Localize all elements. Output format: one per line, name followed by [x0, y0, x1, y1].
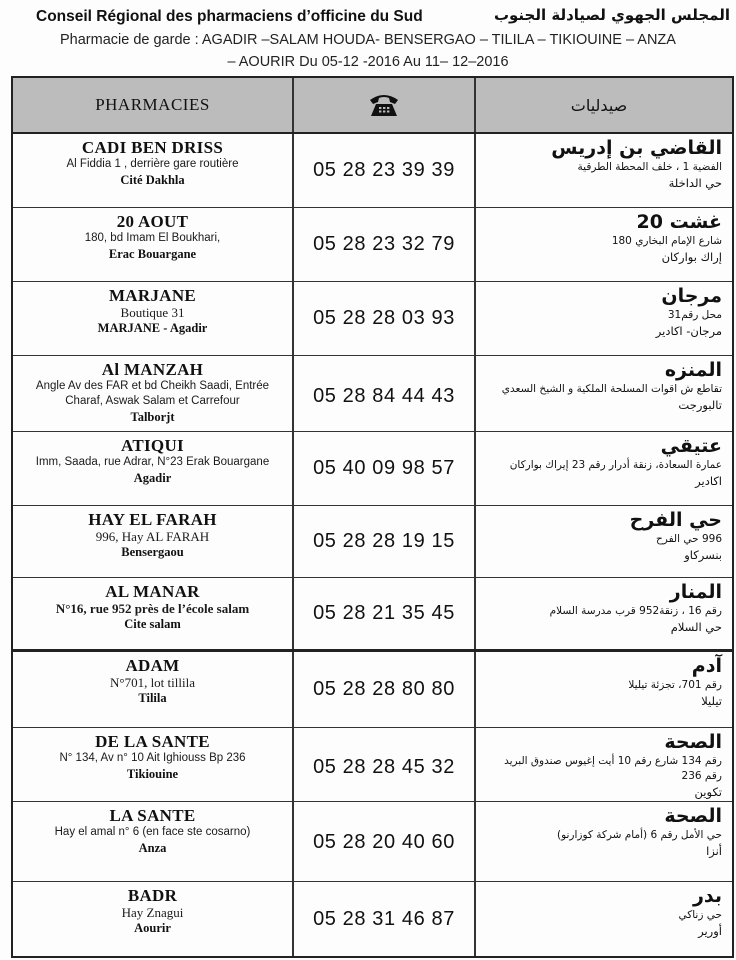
- pharmacy-phone-cell: [294, 282, 476, 355]
- table-row: [13, 652, 732, 728]
- table-row: [13, 578, 732, 652]
- pharmacy-address-ar: رقم 236: [681, 770, 722, 782]
- column-header-phone: [294, 78, 476, 132]
- pharmacy-address: Boutique 31: [120, 305, 185, 320]
- pharmacy-district-ar: أنزا: [706, 844, 722, 858]
- table-row: [13, 356, 732, 432]
- pharmacy-address: Charaf, Aswak Salam et Carrefour: [65, 395, 240, 407]
- pharmacy-address-ar: عمارة السعادة، زنقة أدرار رقم 23 إيراك بواركان: [509, 459, 722, 471]
- pharmacy-info-fr: [13, 356, 294, 431]
- pharmacy-name-ar: عتيقي: [660, 435, 722, 457]
- pharmacy-district-ar: حي السلام: [670, 620, 722, 634]
- pharmacy-district-ar: تالبورجت: [678, 398, 722, 412]
- pharmacy-phone-cell: [294, 802, 476, 881]
- pharmacy-info-fr: [13, 134, 294, 207]
- pharmacy-info-fr: [13, 652, 294, 727]
- pharmacy-district-ar: تيليلا: [701, 694, 722, 708]
- table-row: [13, 728, 732, 802]
- pharmacy-district-ar: أورير: [698, 924, 722, 938]
- pharmacy-district: Agadir: [133, 471, 172, 485]
- pharmacy-phone: 05 28 84 44 43: [313, 385, 455, 407]
- pharmacy-name-ar: القاضي بن إدريس: [551, 137, 722, 159]
- pharmacy-district-ar: اكادير: [695, 474, 722, 488]
- header: [0, 6, 736, 30]
- pharmacy-phone-cell: [294, 882, 476, 956]
- pharmacy-district-ar: حي الداخلة: [668, 176, 722, 190]
- pharmacy-name: Al MANZAH: [101, 360, 204, 379]
- pharmacy-name: LA SANTE: [109, 806, 196, 825]
- pharmacy-district: Talborjt: [130, 410, 175, 424]
- council-title-fr: Conseil Régional des pharmaciens d’officine du Sud: [36, 8, 423, 25]
- pharmacy-phone-cell: [294, 208, 476, 281]
- pharmacy-address-ar: الفضية 1 ، خلف المحطة الطرقية: [577, 161, 722, 173]
- pharmacy-name-ar: مرجان: [661, 285, 722, 307]
- pharmacy-info-ar: [476, 208, 732, 281]
- duty-pharmacy-line: Pharmacie de garde : AGADIR –SALAM HOUDA- BENSERGAO – TILILA – TIKIOUINE – ANZA: [60, 32, 676, 48]
- pharmacy-name: HAY EL FARAH: [88, 510, 217, 529]
- pharmacy-info-ar: [476, 652, 732, 727]
- pharmacy-district: Bensergaou: [121, 545, 184, 559]
- pharmacy-info-ar: [476, 802, 732, 881]
- pharmacy-address: Hay Znagui: [121, 905, 184, 920]
- telephone-icon: [367, 92, 401, 118]
- pharmacy-name: ADAM: [125, 656, 180, 675]
- pharmacy-name-ar: غشت 20: [636, 211, 722, 233]
- pharmacy-info-ar: [476, 356, 732, 431]
- pharmacy-phone-cell: [294, 134, 476, 207]
- pharmacy-phone: 05 28 21 35 45: [313, 602, 455, 624]
- column-header-pharmacies: PHARMACIES: [13, 78, 294, 132]
- pharmacy-district: Tilila: [138, 691, 167, 705]
- pharmacy-district-ar: إراك بواركان: [661, 250, 722, 264]
- pharmacy-name-ar: آدم: [691, 655, 722, 677]
- pharmacy-info-ar: [476, 432, 732, 505]
- pharmacy-district-ar: تكوين: [694, 785, 722, 799]
- pharmacy-district: Aourir: [134, 921, 171, 935]
- table-row: [13, 282, 732, 356]
- pharmacy-address-ar: رقم 134 شارع رقم 10 أيت إغيوس صندوق البريد: [504, 755, 722, 767]
- pharmacy-info-fr: [13, 432, 294, 505]
- pharmacy-address-ar: رقم 16 ، زنقة952 قرب مدرسة السلام: [549, 605, 722, 617]
- pharmacy-name-ar: بدر: [692, 885, 722, 907]
- pharmacy-district: Anza: [138, 841, 167, 855]
- pharmacy-phone: 05 28 28 80 80: [313, 678, 455, 700]
- table-row: [13, 506, 732, 578]
- council-title-ar: المجلس الجهوي لصيادلة الجنوب: [493, 6, 730, 24]
- pharmacy-info-fr: [13, 578, 294, 649]
- pharmacy-address-ar: حي الأمل رقم 6 (أمام شركة كوزارنو): [556, 829, 722, 841]
- pharmacy-info-ar: [476, 882, 732, 956]
- pharmacy-info-ar: [476, 578, 732, 649]
- pharmacy-phone-cell: [294, 728, 476, 801]
- pharmacy-address: Angle Av des FAR et bd Cheikh Saadi, Entrée: [35, 380, 270, 392]
- pharmacy-info-ar: [476, 282, 732, 355]
- pharmacy-district-ar: بنسركاو: [684, 548, 722, 562]
- pharmacy-phone: 05 28 28 45 32: [313, 756, 455, 778]
- pharmacy-name-ar: الصحة: [664, 805, 722, 827]
- pharmacy-info-fr: [13, 882, 294, 956]
- table-row: [13, 134, 732, 208]
- table-row: [13, 208, 732, 282]
- pharmacy-phone: 05 28 23 39 39: [313, 159, 455, 181]
- pharmacy-name: BADR: [127, 886, 178, 905]
- pharmacy-address: 180, bd Imam El Boukhari,: [84, 232, 221, 244]
- pharmacy-district: Erac Bouargane: [108, 247, 197, 261]
- pharmacy-address: N°16, rue 952 près de l’école salam: [55, 601, 250, 616]
- duty-period-line: – AOURIR Du 05-12 -2016 Au 11– 12–2016: [227, 54, 509, 70]
- pharmacy-address: N°701, lot tillila: [109, 675, 195, 690]
- pharmacy-phone-cell: [294, 578, 476, 649]
- pharmacy-name-ar: المنزه: [664, 359, 722, 381]
- pharmacy-district: Cite salam: [124, 617, 181, 631]
- pharmacy-address-ar: شارع الإمام البخاري 180: [611, 235, 722, 247]
- pharmacy-address-ar: 996 حي الفرح: [656, 533, 722, 545]
- pharmacy-phone: 05 28 23 32 79: [313, 233, 455, 255]
- pharmacy-name-ar: حي الفرح: [629, 509, 722, 531]
- pharmacy-address: Imm, Saada, rue Adrar, N°23 Erak Bouargane: [35, 456, 270, 468]
- pharmacy-phone: 05 28 20 40 60: [313, 831, 455, 853]
- pharmacy-info-ar: [476, 728, 732, 801]
- pharmacy-address: Hay el amal n° 6 (en face ste cosarno): [54, 826, 251, 838]
- pharmacy-phone: 05 28 28 03 93: [313, 307, 455, 329]
- pharmacy-phone: 05 40 09 98 57: [313, 457, 455, 479]
- pharmacy-address-ar: حي زناكي: [678, 909, 722, 921]
- pharmacy-district: MARJANE - Agadir: [97, 321, 208, 335]
- pharmacy-info-fr: [13, 728, 294, 801]
- column-header-pharmacies-ar: صيدليات: [570, 95, 628, 115]
- pharmacy-district-ar: مرجان- اكادير: [655, 324, 722, 338]
- pharmacy-address-ar: محل رقم31: [667, 309, 722, 321]
- table-row: [13, 882, 732, 956]
- pharmacy-name-ar: الصحة: [664, 731, 722, 753]
- pharmacy-info-fr: [13, 208, 294, 281]
- pharmacy-address-ar: رقم 701، تجزئة تيليلا: [628, 679, 722, 691]
- pharmacy-name: DE LA SANTE: [95, 732, 210, 751]
- pharmacy-name: MARJANE: [108, 286, 197, 305]
- pharmacy-phone: 05 28 31 46 87: [313, 907, 455, 930]
- pharmacy-address: Al Fiddia 1 , derrière gare routière: [66, 158, 239, 170]
- table-header-row: [13, 78, 732, 134]
- pharmacy-info-fr: [13, 506, 294, 577]
- pharmacy-district: Tikiouine: [126, 767, 179, 781]
- pharmacy-table: [11, 76, 734, 958]
- pharmacy-phone-cell: [294, 652, 476, 727]
- pharmacy-info-ar: [476, 134, 732, 207]
- pharmacy-phone-cell: [294, 356, 476, 431]
- table-row: [13, 432, 732, 506]
- pharmacy-name: CADI BEN DRISS: [81, 138, 224, 157]
- pharmacy-name-ar: المنار: [669, 581, 722, 603]
- pharmacy-address: N° 134, Av n° 10 Ait Ighiouss Bp 236: [59, 752, 246, 764]
- pharmacy-address-ar: تقاطع ش اقوات المسلحة الملكية و الشيخ السعدي: [501, 383, 722, 395]
- pharmacy-info-ar: [476, 506, 732, 577]
- pharmacy-name: AL MANAR: [105, 582, 200, 601]
- pharmacy-name: 20 AOUT: [116, 212, 189, 231]
- pharmacy-phone: 05 28 28 19 15: [313, 530, 455, 552]
- pharmacy-name: ATIQUI: [121, 436, 184, 455]
- pharmacy-phone-cell: [294, 432, 476, 505]
- pharmacy-district: Cité Dakhla: [120, 173, 185, 187]
- pharmacy-info-fr: [13, 282, 294, 355]
- pharmacy-info-fr: [13, 802, 294, 881]
- pharmacy-phone-cell: [294, 506, 476, 577]
- pharmacy-address: 996, Hay AL FARAH: [95, 529, 210, 544]
- table-row: [13, 802, 732, 882]
